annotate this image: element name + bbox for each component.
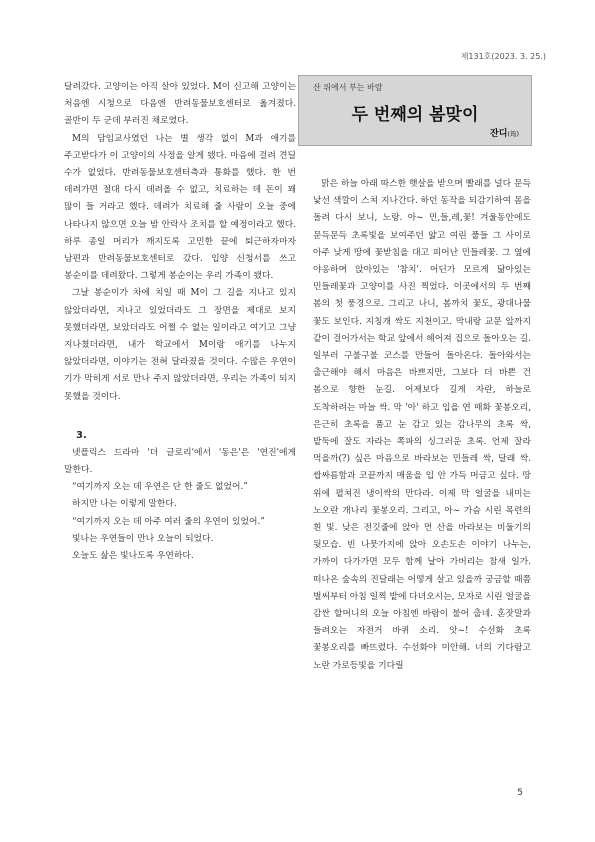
issue-number: 제131호(2023. 3. 25.) <box>460 52 546 61</box>
article-title: 두 번째의 봄맞이 <box>351 105 479 125</box>
paragraph: 오늘도 삶은 빛나도록 우연하다. <box>72 551 194 562</box>
paragraph: 넷플릭스 드라마 '더 글로리'에서 '동은'은 '연진'에게 말한다. <box>64 447 296 476</box>
author-name: 잔디 <box>490 129 508 139</box>
paragraph: 맑은 하늘 아래 따스한 햇살을 받으며 빨래를 널다 문득 낯선 색깔이 스쳐 지나간다. 하던 동작을 되감기하여 몸을 돌려 다시 보니, 노랑. 아~ 민,들,레,꽃! 겨울동안에도 문득문득 초록빛을 보여주던 얇고 여린 풀들 그 사이로 아주 낮게 땅에 꽃받침을 대고 피어난 민들레꽃. 그 옆에 야옹하며 앉아있는 '참치'. 어딘가 모르게 닮아있는 민들레꽃과 고양이를 사진 찍었다. 이곳에서의 두 번째 봄의 첫 풍경으로. 그리고 나니, 봄까치 꽃도, 광대나물 꽃도 보인다. 지칭개 싹도 지천이고. 막내랑 교문 앞까지 같이 걸어가서는 학교 앞에서 헤어져 집으로 돌아오는 길. 일부러 구불구불 코스를 만들어 돌아온다. 돌아와서는 출근해야 해서 마음은 바쁘지만, 그보다 더 바쁜 건 봄으로 향한 눈길. 어제보다 길게 자란, 하늘로 도착하려는 마늘 싹. 막 '아' 하고 입을 연 매화 꽃봉오리, 은근히 초록을 품고 눈 감고 있는 감나무의 초록 싹, 밭둑에 잘도 자라는 쪽파의 싱그러운 초록. 언제 잘라 먹을까(?) 싶은 마음으로 바라보는 민들레 싹, 달래 싹. 쌉싸름함과 코끝까지 매움을 입 안 가득 머금고 싶다. 땅 위에 펼쳐진 냉이싹의 만다라. 이제 막 얼굴을 내미는 노오란 개나리 꽃봉오리. 그리고, 아~ 가슴 시린 목련의 흰 빛. 낮은 전깃줄에 앉아 먼 산을 바라보는 비둘기의 뒷모습. 빈 나뭇가지에 앉아 오손도손 이야기 나누는, 가까이 다가가면 모두 함께 날아 가버리는 참새 일가. 떠나온 숲속의 진달래는 어떻게 살고 있을까 궁금할 때쯤 벌써부터 아침 일찍 밭에 다녀오시는, 모자로 시린 얼굴을 감싼 할머니의 오늘 아침엔 바람이 불어 춥네. 혼잣말과 들려오는 자전거 바퀴 소리. 앗~! 수선화 초록 꽃봉오리를 빠뜨렸다. 수선화야 미안해. 너의 기다람고 노란 가로등빛을 기다릴 <box>313 179 531 671</box>
left-column <box>64 79 296 565</box>
page-number: 5 <box>517 788 523 798</box>
column-subtitle: 산 위에서 부는 바람 <box>313 83 383 92</box>
author-byline <box>490 126 519 139</box>
paragraph: 하지만 나는 이렇게 말한다. <box>72 499 177 510</box>
right-column <box>313 176 531 675</box>
section-number: 3. <box>76 429 87 441</box>
section-3-body <box>64 445 296 565</box>
quote: “여기까지 오는 데 우연은 단 한 줄도 없었어.” <box>72 482 248 493</box>
article-title-box <box>298 75 532 146</box>
quote: “여기까지 오는 데 아주 여러 줄의 우연이 있었어.” <box>72 516 265 527</box>
paragraph: 그날 봉순이가 차에 치일 때 M이 그 길을 지나고 있지 않았더라면, 지나고 있었더라도 그 장면을 제대로 보지 못했더라면, 보았더라도 어쩔 수 없는 일이라고 여기고 그냥 지나쳤더라면, 내가 학교에서 M이랑 애기를 나누지 않았더라면, 이야기는 전혀 달라졌을 것이다. 수많은 우연이 기가 막히게 서로 만나 주지 않았더라면, 우리는 가족이 되지 못했을 것이다. <box>64 288 296 402</box>
paragraph: 빛나는 우연들이 만나 오늘이 되었다. <box>72 533 214 544</box>
author-note: (筠) <box>507 130 519 138</box>
paragraph: 달려갔다. 고양이는 아직 살아 있었다. M이 신고해 고양이는 처음엔 시청으로 다음엔 반려동물보호센터로 옮겨졌다. 골반이 두 군데 부러진 채로였다. <box>64 82 296 127</box>
paragraph: M의 담임교사였던 나는 별 생각 없이 M과 애기를 주고받다가 이 고양이의 사정을 알게 됐다. 마음에 걸려 견딜 수가 없었다. 반려동물보호센터측과 통화를 했다. 한 번 데려가면 절대 다시 데려올 수 없고, 치료하는 데 돈이 꽤 많이 들 거라고 했다. 데려가 치료해 줄 사람이 오늘 중에 나타나지 않으면 오늘 밤 안락사 조치를 할 예정이라고 했다. 하루 종일 머리가 깨지도록 고민한 끝에 퇴근하자마자 남편과 반려동물보호센터로 갔다. 입양 신청서를 쓰고 봉순이를 데려왔다. 그렇게 봉순이는 우리 가족이 됐다. <box>64 133 296 282</box>
